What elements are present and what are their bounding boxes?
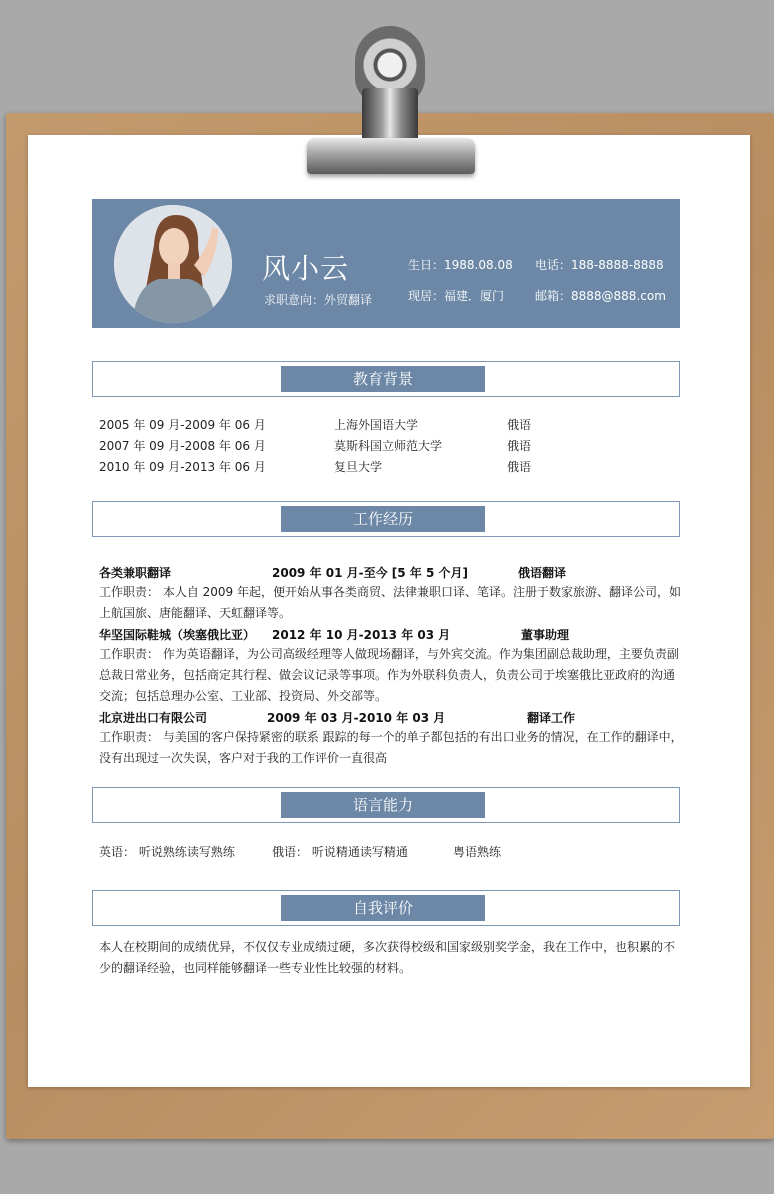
job-intent: 求职意向：外贸翻译 xyxy=(264,293,373,307)
job-description: 工作职责： 与美国的客户保持紧密的联系 跟踪的每一个的单子都包括的有出口业务的情况，在工作的翻译中，没有出现过一次失误，客户对于我的工作评价一直很高 xyxy=(99,730,683,765)
language-english: 英语： 听说熟练读写熟练 xyxy=(99,845,235,859)
clip-base-icon xyxy=(307,138,475,174)
email-address: 邮箱：8888@888.com xyxy=(535,289,666,303)
edu-period: 2007 年 09 月-2008 年 06 月 xyxy=(99,439,266,453)
phone-number: 电话：188-8888-8888 xyxy=(535,258,664,272)
avatar-photo-icon xyxy=(114,205,232,323)
job-company: 北京进出口有限公司 xyxy=(99,711,208,725)
job-period: 2012 年 10 月-2013 年 03 月 xyxy=(272,628,451,642)
job-role: 董事助理 xyxy=(521,628,570,642)
language-cantonese: 粤语熟练 xyxy=(453,845,502,859)
job-role: 俄语翻译 xyxy=(518,566,567,580)
edu-school: 复旦大学 xyxy=(334,460,383,474)
job-period: 2009 年 01 月-至今 [5 年 5 个月] xyxy=(272,566,468,580)
evaluation-title: 自我评价 xyxy=(281,895,485,921)
evaluation-section-header xyxy=(92,890,680,926)
education-section-header xyxy=(92,361,680,397)
job-company: 华坚国际鞋城（埃塞俄比亚） xyxy=(99,628,256,642)
education-title: 教育背景 xyxy=(281,366,485,392)
candidate-name: 风小云 xyxy=(262,252,350,285)
evaluation-text: 本人在校期间的成绩优异，不仅仅专业成绩过硬，多次获得校级和国家级别奖学金，我在工作中，也积累的不少的翻译经验，也同样能够翻译一些专业性比较强的材料。 xyxy=(99,940,676,975)
job-description: 工作职责： 作为英语翻译，为公司高级经理等人做现场翻译，与外宾交流。作为集团副总裁助理，主要负责副总裁日常业务，包括商定其行程、做会议记录等事项。作为外联科负责人，负责公司于埃塞俄比亚政府的沟通交流；包括总理办公室、工业部、投资局、外交部等。 xyxy=(99,647,679,703)
job-description: 工作职责： 本人自 2009 年起，便开始从事各类商贸、法律兼职口译、笔译。注册于数家旅游、翻译公司，如上航国旅、唐能翻译、天虹翻译等。 xyxy=(99,585,681,620)
edu-major: 俄语 xyxy=(507,460,532,474)
resume-header xyxy=(92,199,680,328)
work-section-header xyxy=(92,501,680,537)
edu-major: 俄语 xyxy=(507,439,532,453)
residence: 现居：福建．厦门 xyxy=(408,289,505,303)
language-section-header xyxy=(92,787,680,823)
work-title: 工作经历 xyxy=(281,506,485,532)
birth-date: 生日：1988.08.08 xyxy=(408,258,513,272)
edu-major: 俄语 xyxy=(507,418,532,432)
clip-body-icon xyxy=(362,88,418,144)
language-title: 语言能力 xyxy=(281,792,485,818)
language-russian: 俄语： 听说精通读写精通 xyxy=(272,845,408,859)
edu-school: 上海外国语大学 xyxy=(334,418,419,432)
job-role: 翻译工作 xyxy=(527,711,576,725)
edu-period: 2005 年 09 月-2009 年 06 月 xyxy=(99,418,266,432)
job-period: 2009 年 03 月-2010 年 03 月 xyxy=(267,711,446,725)
job-company: 各类兼职翻译 xyxy=(99,566,172,580)
avatar xyxy=(114,205,232,323)
edu-period: 2010 年 09 月-2013 年 06 月 xyxy=(99,460,266,474)
edu-school: 莫斯科国立师范大学 xyxy=(334,439,443,453)
